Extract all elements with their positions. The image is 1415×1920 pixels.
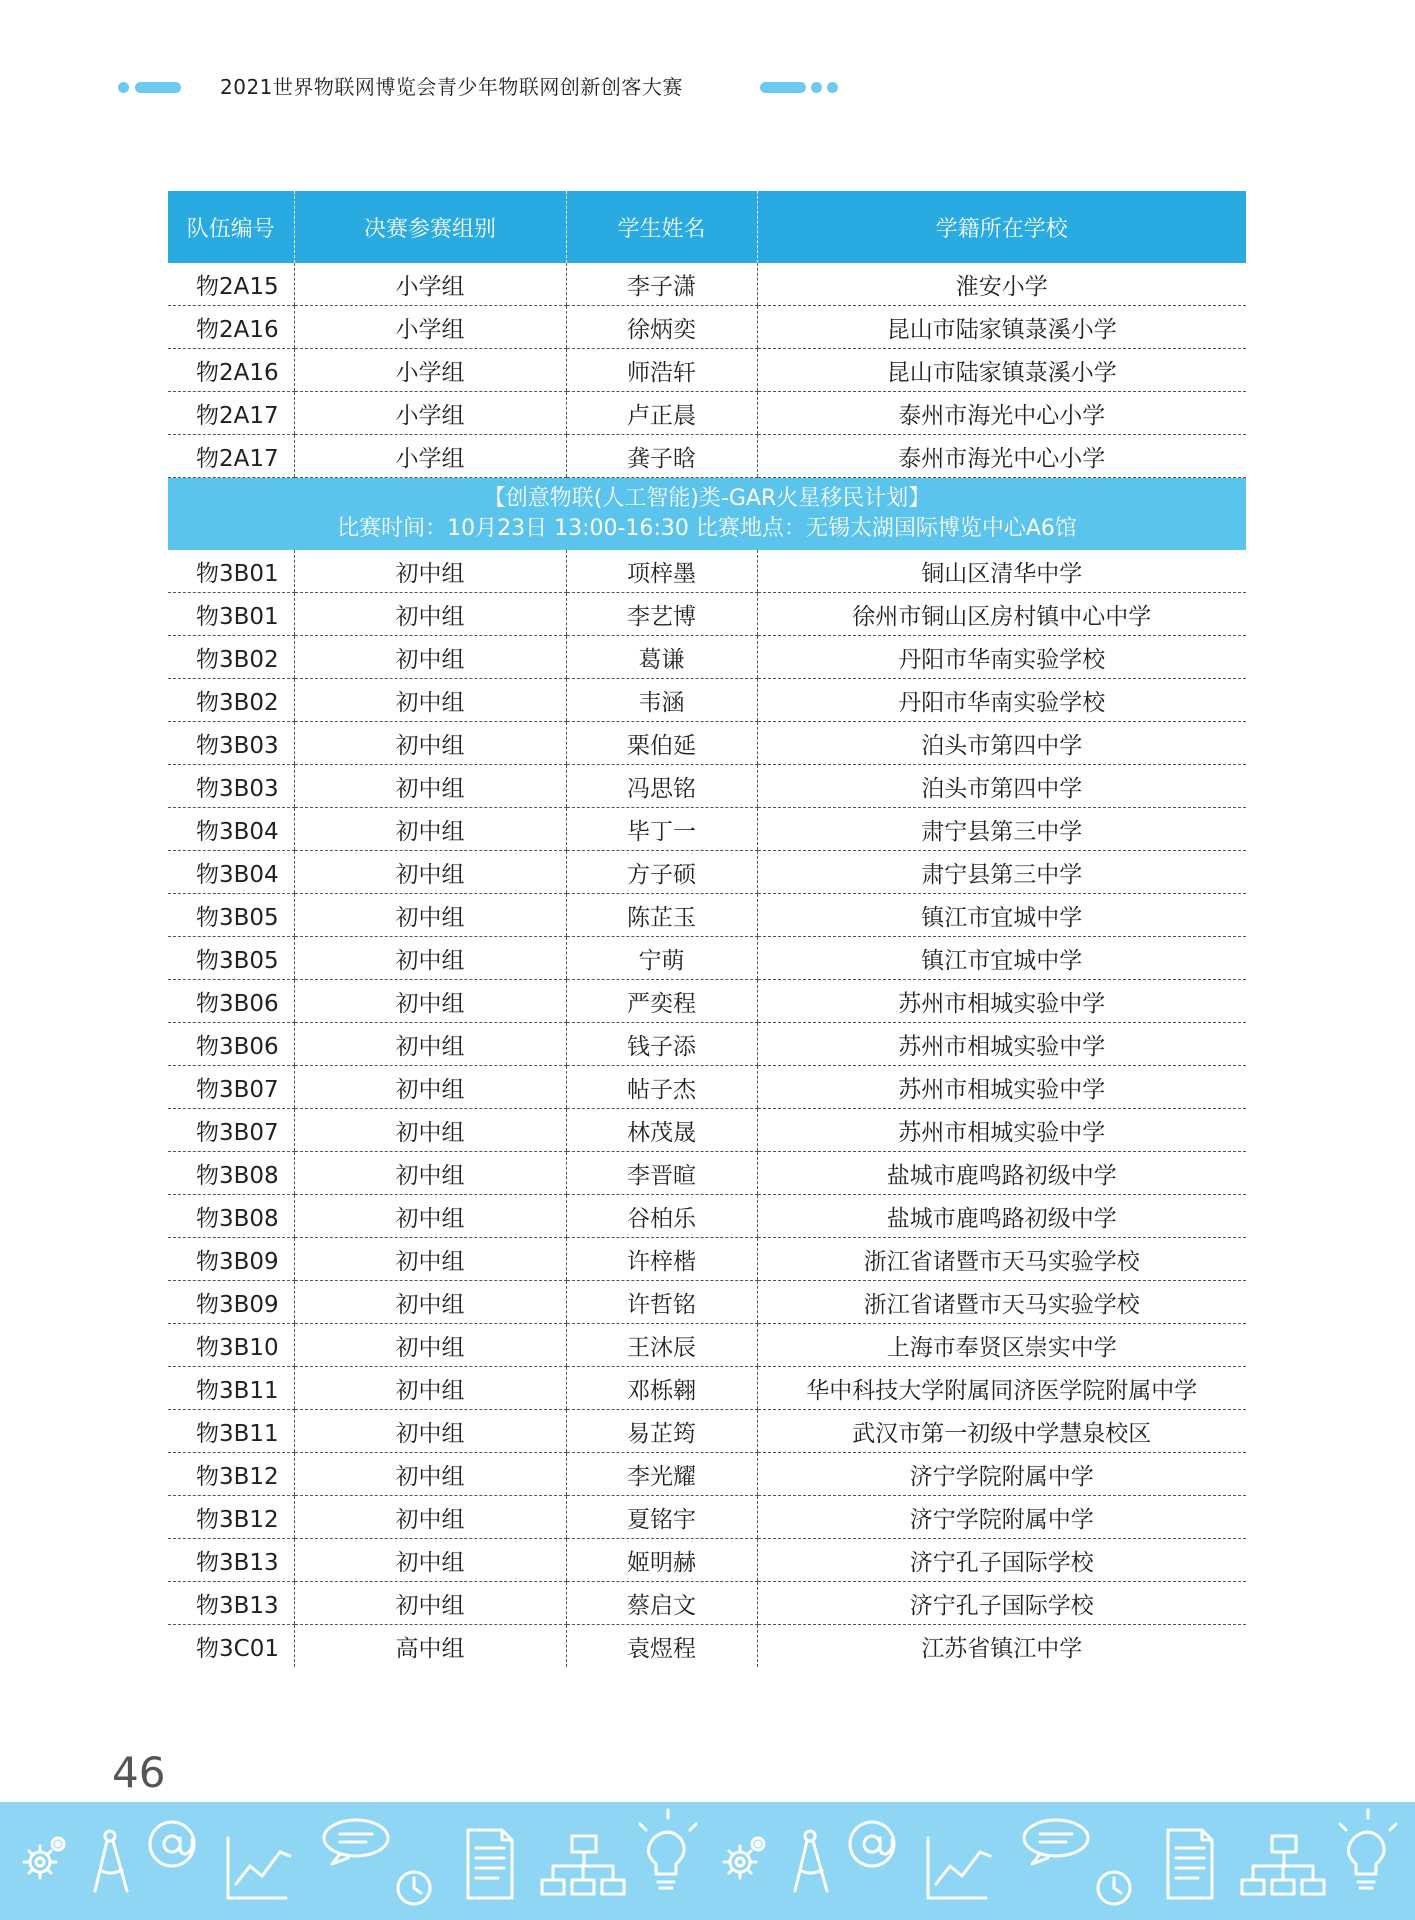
cell-student-name: 袁煜程 <box>566 1625 757 1668</box>
cell-team-id: 物2A17 <box>168 435 294 478</box>
table-row <box>168 1238 1246 1281</box>
cell-team-id: 物3B09 <box>168 1281 294 1324</box>
cell-group: 初中组 <box>294 1367 566 1410</box>
cell-group: 初中组 <box>294 894 566 937</box>
flowchart-icon <box>542 1836 624 1894</box>
cell-student-name: 姬明赫 <box>566 1539 757 1582</box>
cell-school: 徐州市铜山区房村镇中心中学 <box>757 593 1246 636</box>
page-header <box>0 72 1415 102</box>
cell-group: 初中组 <box>294 1539 566 1582</box>
cell-team-id: 物3B02 <box>168 679 294 722</box>
cell-team-id: 物3B03 <box>168 765 294 808</box>
cell-group: 小学组 <box>294 306 566 349</box>
cell-student-name: 蔡启文 <box>566 1582 757 1625</box>
cell-student-name: 师浩轩 <box>566 349 757 392</box>
cell-student-name: 李艺博 <box>566 593 757 636</box>
table-row <box>168 306 1246 349</box>
cell-school: 镇江市宜城中学 <box>757 937 1246 980</box>
cell-group: 初中组 <box>294 1281 566 1324</box>
cell-group: 初中组 <box>294 636 566 679</box>
cell-student-name: 李光耀 <box>566 1453 757 1496</box>
table-row <box>168 392 1246 435</box>
cell-student-name: 项梓墨 <box>566 550 757 593</box>
section-banner <box>168 478 1246 551</box>
table-row <box>168 1195 1246 1238</box>
table-row <box>168 1152 1246 1195</box>
cell-group: 初中组 <box>294 1238 566 1281</box>
cell-team-id: 物3B13 <box>168 1582 294 1625</box>
cell-team-id: 物2A17 <box>168 392 294 435</box>
cell-group: 初中组 <box>294 1410 566 1453</box>
cell-team-id: 物3B05 <box>168 937 294 980</box>
table-row <box>168 765 1246 808</box>
cell-group: 初中组 <box>294 1453 566 1496</box>
cell-school: 泊头市第四中学 <box>757 722 1246 765</box>
cell-school: 武汉市第一初级中学慧泉校区 <box>757 1410 1246 1453</box>
cell-team-id: 物3B03 <box>168 722 294 765</box>
cell-team-id: 物3B12 <box>168 1453 294 1496</box>
cell-team-id: 物3B01 <box>168 550 294 593</box>
table-row <box>168 636 1246 679</box>
cell-school: 铜山区清华中学 <box>757 550 1246 593</box>
table-body <box>168 263 1246 1667</box>
footer-icons <box>0 1802 1415 1920</box>
table-row <box>168 1109 1246 1152</box>
cell-school: 华中科技大学附属同济医学院附属中学 <box>757 1367 1246 1410</box>
cell-school: 济宁孔子国际学校 <box>757 1539 1246 1582</box>
cell-group: 小学组 <box>294 435 566 478</box>
cell-team-id: 物3B09 <box>168 1238 294 1281</box>
cell-student-name: 卢正晨 <box>566 392 757 435</box>
table-row <box>168 593 1246 636</box>
results-table-wrap <box>168 191 1246 1667</box>
table-row <box>168 1410 1246 1453</box>
footer-band <box>0 1802 1415 1920</box>
table-row <box>168 937 1246 980</box>
cell-group: 初中组 <box>294 937 566 980</box>
table-row <box>168 435 1246 478</box>
cell-student-name: 陈芷玉 <box>566 894 757 937</box>
cell-student-name: 王沐辰 <box>566 1324 757 1367</box>
cell-school: 苏州市相城实验中学 <box>757 980 1246 1023</box>
cell-team-id: 物3B07 <box>168 1109 294 1152</box>
cell-group: 初中组 <box>294 593 566 636</box>
table-row <box>168 1496 1246 1539</box>
cell-student-name: 冯思铭 <box>566 765 757 808</box>
cell-team-id: 物3B01 <box>168 593 294 636</box>
clock-icon <box>398 1872 430 1904</box>
table-row <box>168 808 1246 851</box>
cell-group: 小学组 <box>294 349 566 392</box>
table-row <box>168 349 1246 392</box>
table-row <box>168 1453 1246 1496</box>
cell-student-name: 李子潇 <box>566 263 757 306</box>
cell-group: 初中组 <box>294 851 566 894</box>
cell-group: 初中组 <box>294 722 566 765</box>
table-row <box>168 550 1246 593</box>
table-row <box>168 1023 1246 1066</box>
column-header-school: 学籍所在学校 <box>757 191 1246 263</box>
cell-group: 初中组 <box>294 1582 566 1625</box>
table-row <box>168 1066 1246 1109</box>
cell-school: 苏州市相城实验中学 <box>757 1109 1246 1152</box>
cell-student-name: 易芷筠 <box>566 1410 757 1453</box>
cell-group: 初中组 <box>294 1066 566 1109</box>
cell-school: 盐城市鹿鸣路初级中学 <box>757 1152 1246 1195</box>
cell-group: 初中组 <box>294 679 566 722</box>
cell-student-name: 许梓楷 <box>566 1238 757 1281</box>
column-header-student-name: 学生姓名 <box>566 191 757 263</box>
cell-school: 昆山市陆家镇菉溪小学 <box>757 306 1246 349</box>
header-dot-right-2 <box>827 82 838 93</box>
cell-group: 初中组 <box>294 980 566 1023</box>
cell-team-id: 物3C01 <box>196 1635 279 1662</box>
cell-school: 上海市奉贤区崇实中学 <box>757 1324 1246 1367</box>
section-title: 【创意物联(人工智能)类-GAR火星移民计划】 <box>483 486 931 511</box>
cell-student-name: 龚子晗 <box>566 435 757 478</box>
cell-school: 淮安小学 <box>757 263 1246 306</box>
cell-group: 初中组 <box>294 1152 566 1195</box>
cell-student-name: 邓栎翱 <box>566 1367 757 1410</box>
cell-school: 镇江市宜城中学 <box>757 894 1246 937</box>
cell-school: 浙江省诸暨市天马实验学校 <box>757 1281 1246 1324</box>
cell-team-id: 物3B11 <box>168 1367 294 1410</box>
cell-student-name: 严奕程 <box>566 980 757 1023</box>
cell-team-id: 物3B07 <box>168 1066 294 1109</box>
cell-group: 高中组 <box>294 1625 566 1668</box>
table-row <box>168 1367 1246 1410</box>
cell-student-name: 钱子添 <box>566 1023 757 1066</box>
cell-student-name: 李晋暄 <box>566 1152 757 1195</box>
cell-student-name: 栗伯延 <box>566 722 757 765</box>
cell-group: 小学组 <box>294 392 566 435</box>
header-bar-left <box>135 82 181 93</box>
cell-team-id: 物2A16 <box>168 349 294 392</box>
cell-school: 肃宁县第三中学 <box>757 808 1246 851</box>
cell-school: 济宁孔子国际学校 <box>757 1582 1246 1625</box>
header-dot-right-1 <box>811 82 822 93</box>
cell-team-id: 物3B02 <box>168 636 294 679</box>
cell-group: 小学组 <box>294 263 566 306</box>
table-row <box>168 980 1246 1023</box>
cell-student-name: 韦涵 <box>566 679 757 722</box>
cell-team-id: 物3B06 <box>168 980 294 1023</box>
cell-student-name: 葛谦 <box>566 636 757 679</box>
table-row <box>168 722 1246 765</box>
cell-group: 初中组 <box>294 808 566 851</box>
cell-school: 江苏省镇江中学 <box>757 1625 1246 1668</box>
cell-team-id: 物3B11 <box>168 1410 294 1453</box>
cell-team-id: 物3B08 <box>168 1152 294 1195</box>
cell-school: 苏州市相城实验中学 <box>757 1023 1246 1066</box>
section-banner-row <box>168 478 1246 551</box>
cell-team-id: 物2A15 <box>168 263 294 306</box>
cell-group: 初中组 <box>294 1195 566 1238</box>
cell-student-name: 许哲铭 <box>566 1281 757 1324</box>
page-number: 46 <box>112 1748 166 1797</box>
table-row <box>168 1625 1246 1668</box>
lightbulb-icon <box>640 1810 696 1888</box>
cell-team-id: 物3B13 <box>168 1539 294 1582</box>
table-row <box>168 1582 1246 1625</box>
gear-icon <box>24 1838 64 1878</box>
cell-team-id: 物3B08 <box>168 1195 294 1238</box>
cell-student-name: 林茂晟 <box>566 1109 757 1152</box>
section-time-location: 比赛时间：10月23日 13:00-16:30 比赛地点：无锡太湖国际博览中心A6馆 <box>337 516 1077 541</box>
cell-student-name: 方子硕 <box>566 851 757 894</box>
header-dot-left-small <box>118 82 129 93</box>
cell-student-name: 毕丁一 <box>566 808 757 851</box>
header-title: 2021世界物联网博览会青少年物联网创新创客大赛 <box>220 75 683 99</box>
cell-school: 丹阳市华南实验学校 <box>757 679 1246 722</box>
results-table <box>168 191 1246 1667</box>
cell-team-id: 物3B12 <box>168 1496 294 1539</box>
cell-team-id: 物3B10 <box>168 1324 294 1367</box>
cell-school: 肃宁县第三中学 <box>757 851 1246 894</box>
cell-group: 初中组 <box>294 1324 566 1367</box>
cell-group: 初中组 <box>294 550 566 593</box>
cell-student-name: 夏铭宇 <box>566 1496 757 1539</box>
column-header-group: 决赛参赛组别 <box>294 191 566 263</box>
header-bar-right <box>760 82 806 93</box>
table-row <box>168 851 1246 894</box>
cell-student-name: 帖子杰 <box>566 1066 757 1109</box>
cell-student-name: 谷柏乐 <box>566 1195 757 1238</box>
table-row <box>168 894 1246 937</box>
cell-group: 初中组 <box>294 1023 566 1066</box>
cell-school: 济宁学院附属中学 <box>757 1453 1246 1496</box>
cell-school: 济宁学院附属中学 <box>757 1496 1246 1539</box>
table-row <box>168 679 1246 722</box>
footer-icons-repeat <box>724 1810 1396 1904</box>
cell-school: 泊头市第四中学 <box>757 765 1246 808</box>
cell-group: 初中组 <box>294 765 566 808</box>
table-row <box>168 1539 1246 1582</box>
speech-bubble-icon <box>324 1820 388 1864</box>
column-header-team-id: 队伍编号 <box>168 191 294 263</box>
cell-team-id: 物3B04 <box>168 808 294 851</box>
cell-group: 初中组 <box>294 1109 566 1152</box>
at-icon <box>150 1822 194 1866</box>
cell-school: 泰州市海光中心小学 <box>757 435 1246 478</box>
cell-team-id: 物3B06 <box>168 1023 294 1066</box>
compass-icon <box>95 1831 127 1891</box>
cell-school: 浙江省诸暨市天马实验学校 <box>757 1238 1246 1281</box>
document-icon <box>468 1830 512 1898</box>
chart-icon <box>228 1838 290 1898</box>
cell-team-id: 物2A16 <box>168 306 294 349</box>
cell-school: 苏州市相城实验中学 <box>757 1066 1246 1109</box>
table-row <box>168 1281 1246 1324</box>
table-row <box>168 1324 1246 1367</box>
cell-school: 泰州市海光中心小学 <box>757 392 1246 435</box>
table-header <box>168 191 1246 263</box>
cell-school: 丹阳市华南实验学校 <box>757 636 1246 679</box>
table-row <box>168 263 1246 306</box>
cell-team-id: 物3B05 <box>168 894 294 937</box>
cell-student-name: 宁萌 <box>566 937 757 980</box>
cell-school: 昆山市陆家镇菉溪小学 <box>757 349 1246 392</box>
cell-group: 初中组 <box>294 1496 566 1539</box>
cell-team-id: 物3B04 <box>168 851 294 894</box>
cell-school: 盐城市鹿鸣路初级中学 <box>757 1195 1246 1238</box>
cell-student-name: 徐炳奕 <box>566 306 757 349</box>
